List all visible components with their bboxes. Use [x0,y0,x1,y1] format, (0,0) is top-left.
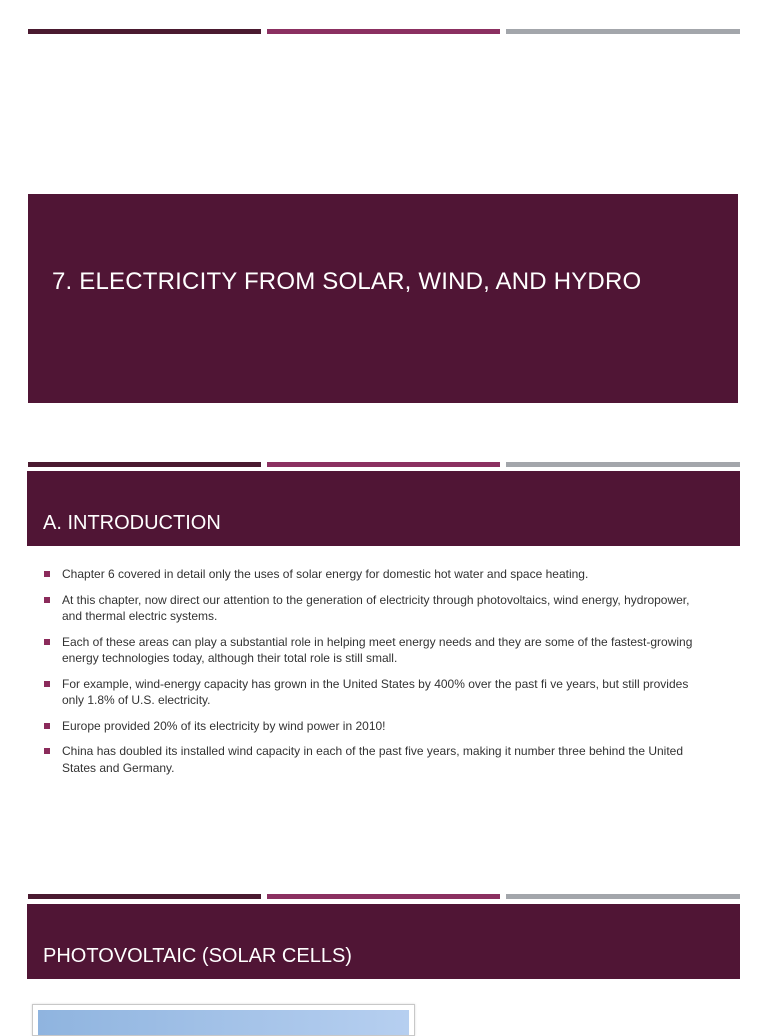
list-item [44,566,704,583]
stripe-magenta [267,462,500,467]
stripe-magenta [267,29,500,34]
stripe-dark [28,29,261,34]
list-item [44,718,704,735]
slide1-title: 7. ELECTRICITY FROM SOLAR, WIND, AND HYDRO [52,268,642,295]
bullet-text: Each of these areas can play a substantial role in helping meet energy needs and they are some of the fastest-growing energy technologies today, although their total role is still small. [62,634,693,665]
bullet-square-icon [44,597,50,603]
stripe-gray [506,462,740,467]
slide1-title-block [28,194,738,403]
stripe-dark [28,462,261,467]
bullet-text: Europe provided 20% of its electricity by wind power in 2010! [62,718,386,733]
bullet-square-icon [44,639,50,645]
bullet-text: At this chapter, now direct our attention to the generation of electricity through photovoltaics, wind energy, hydropower, and thermal electric systems. [62,592,690,623]
solar-image-frame [32,1004,415,1036]
slide3-title: PHOTOVOLTAIC (SOLAR CELLS) [43,945,352,967]
bullet-square-icon [44,681,50,687]
solar-image [38,1010,409,1035]
list-item [44,743,704,776]
list-item [44,634,704,667]
bullet-text: For example, wind-energy capacity has grown in the United States by 400% over the past fi ve years, but still provides only 1.8% of U.S. electricity. [62,676,689,707]
bullet-square-icon [44,723,50,729]
bullet-square-icon [44,748,50,754]
bullet-text: China has doubled its installed wind capacity in each of the past five years, making it number three behind the United States and Germany. [62,744,684,775]
stripe-gray [506,29,740,34]
bullet-text: Chapter 6 covered in detail only the uses of solar energy for domestic hot water and space heating. [62,567,589,581]
stripe-magenta [267,894,500,899]
list-item [44,676,704,709]
bullet-square-icon [44,571,50,577]
stripe-gray [506,894,740,899]
bullet-list [44,566,704,785]
list-item [44,592,704,625]
stripe-dark [28,894,261,899]
slide2-title: A. INTRODUCTION [43,512,221,534]
